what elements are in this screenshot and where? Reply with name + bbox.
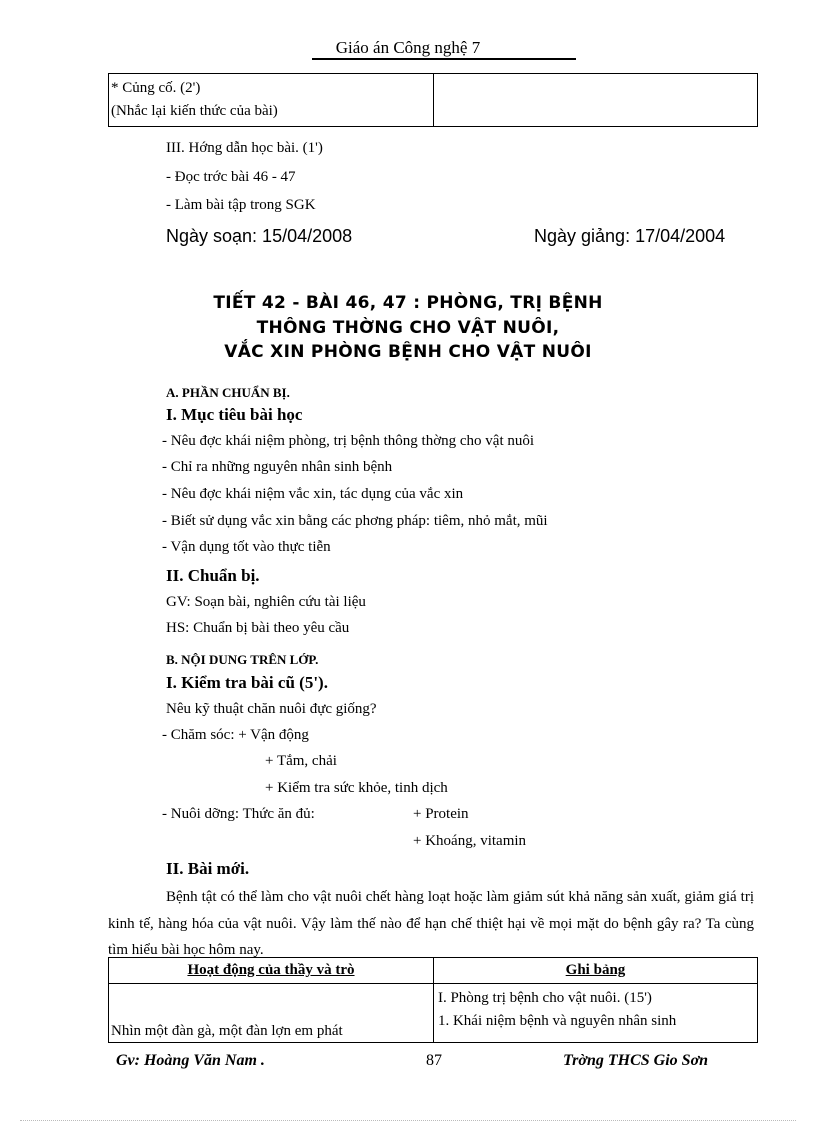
- feed-item: + Khoáng, vitamin: [413, 833, 527, 849]
- review-table: [108, 73, 758, 127]
- feed-item: + Protein: [413, 806, 469, 822]
- care-item: + Kiểm tra sức khỏe, tinh dịch: [265, 780, 448, 796]
- objectives-heading: I. Mục tiêu bài học: [166, 405, 303, 424]
- objective-item: - Vận dụng tốt vào thực tiễn: [162, 539, 331, 555]
- homework-heading: III. Hớng dẫn học bài. (1'): [166, 140, 323, 156]
- care-item: + Tắm, chải: [265, 753, 337, 769]
- lesson-title-line-1: TIẾT 42 - BÀI 46, 47 : PHÒNG, TRỊ BỆNH: [213, 293, 603, 313]
- prep-gv: GV: Soạn bài, nghiên cứu tài liệu: [166, 594, 366, 610]
- check-heading: I. Kiểm tra bài cũ (5').: [166, 673, 328, 692]
- page-number: 87: [426, 1052, 442, 1069]
- teach-date: Ngày giảng: 17/04/2004: [534, 226, 726, 246]
- objective-item: - Nêu đợc khái niệm phòng, trị bệnh thông thờng cho vật nuôi: [162, 433, 535, 449]
- review-cell: [109, 74, 434, 127]
- header-underline: [312, 58, 576, 60]
- prep-date: Ngày soạn: 15/04/2008: [166, 226, 353, 246]
- notes-line: 1. Khái niệm bệnh và nguyên nhân sinh: [437, 1013, 677, 1029]
- review-line2: (Nhắc lại kiến thức của bài): [111, 103, 278, 119]
- objective-item: - Nêu đợc khái niệm vắc xin, tác dụng của vắc xin: [162, 486, 464, 502]
- objective-item: - Chỉ ra những nguyên nhân sinh bệnh: [162, 459, 393, 475]
- prep-hs: HS: Chuẩn bị bài theo yêu cầu: [166, 620, 350, 636]
- lesson-title-line-2: THÔNG THỜNG CHO VẬT NUÔI,: [256, 318, 560, 338]
- page-header: Giáo án Công nghệ 7: [335, 38, 481, 57]
- notes-cell: [433, 984, 757, 1043]
- homework-item-1: - Đọc trớc bài 46 - 47: [166, 169, 296, 185]
- activity-table: [108, 957, 758, 1043]
- col1-header: Hoạt động của thầy và trò: [109, 958, 434, 984]
- footer-school: Trờng THCS Gio Sơn: [563, 1052, 709, 1069]
- new-lesson-heading: II. Bài mới.: [166, 859, 250, 878]
- lesson-title-line-3: VẮC XIN PHÒNG BỆNH CHO VẬT NUÔI: [224, 342, 592, 362]
- feed-label: - Nuôi dỡng: Thức ăn đủ:: [162, 806, 315, 822]
- activity-cell: [109, 984, 434, 1043]
- section-a-heading: A. PHẦN CHUẨN BỊ.: [166, 385, 290, 400]
- bottom-divider: [20, 1120, 796, 1121]
- prep-heading: II. Chuẩn bị.: [166, 566, 260, 585]
- objective-item: - Biết sử dụng vắc xin bằng các phơng pháp: tiêm, nhỏ mắt, mũi: [162, 513, 548, 529]
- col2-header: Ghi bảng: [433, 958, 757, 984]
- review-line1: * Củng cố. (2'): [111, 80, 201, 96]
- section-b-heading: B. NỘI DUNG TRÊN LỚP.: [166, 652, 319, 667]
- activity-line: Nhìn một đàn gà, một đàn lợn em phát: [111, 1023, 343, 1039]
- check-question: Nêu kỹ thuật chăn nuôi đực giống?: [166, 701, 377, 717]
- notes-line: I. Phòng trị bệnh cho vật nuôi. (15'): [437, 990, 652, 1006]
- care-label: - Chăm sóc: + Vận động: [162, 727, 309, 743]
- footer-teacher: Gv: Hoàng Văn Nam .: [116, 1052, 265, 1069]
- review-empty-cell: [434, 74, 758, 127]
- homework-item-2: - Làm bài tập trong SGK: [166, 197, 316, 213]
- intro-paragraph: Bệnh tật có thể làm cho vật nuôi chết hàng loạt hoặc làm giảm sút khả năng sản xuất, giảm giá trị kinh tế, hàng hóa của vật nuôi. Vậy làm thế nào để hạn chế thiệt hại về mọi mặt do bệnh gây ra? Ta cùng tìm hiểu bài học hôm nay.: [108, 889, 754, 958]
